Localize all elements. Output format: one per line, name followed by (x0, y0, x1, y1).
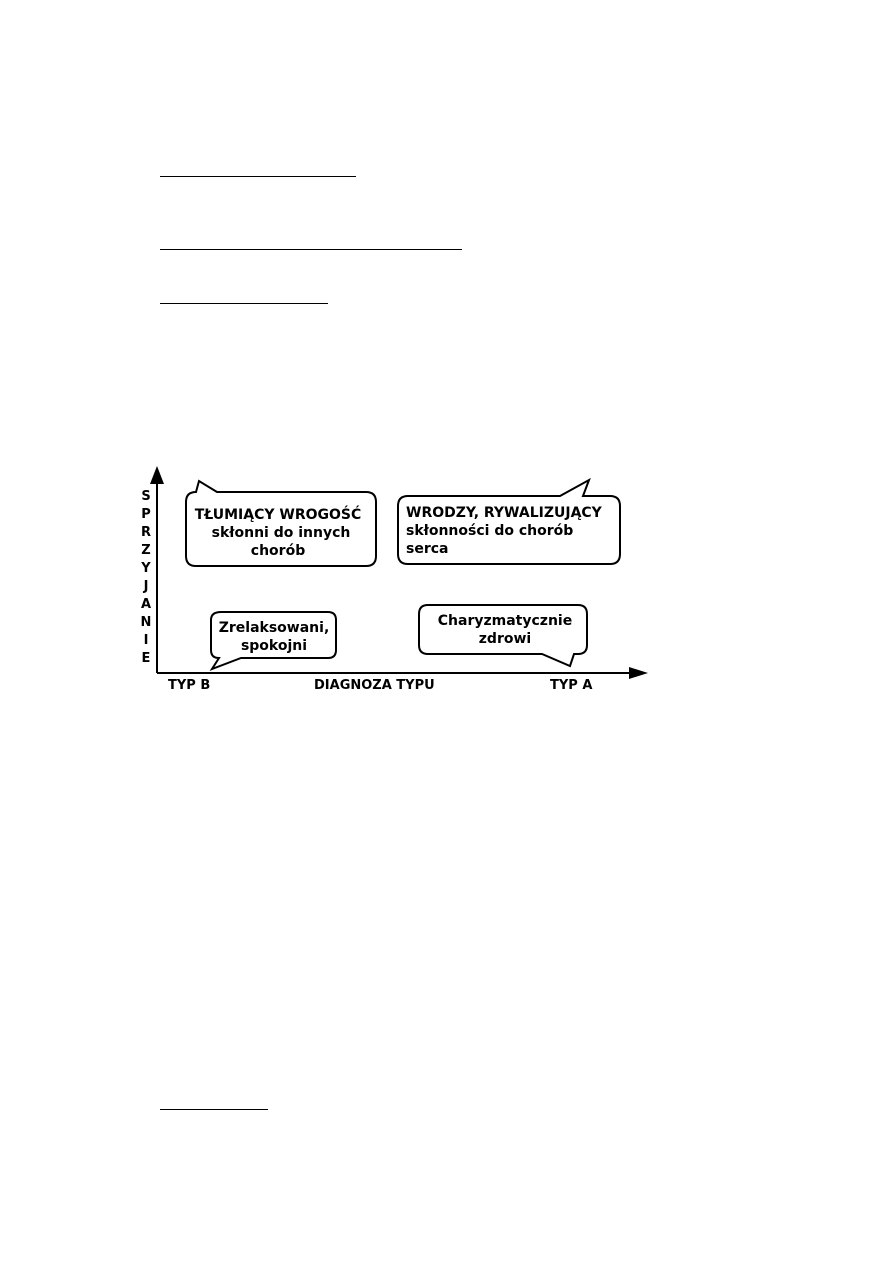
y-letter: I (143, 633, 149, 648)
bubble-text-line: TŁUMIĄCY WROGOŚĆ (194, 507, 362, 523)
bubble-text-line: chorób (250, 543, 306, 559)
y-letter: A (140, 597, 152, 612)
y-letter: P (141, 507, 151, 522)
bubble-text-line: WRODZY, RYWALIZUJĄCY (406, 505, 602, 521)
bubble-top-right (398, 480, 620, 564)
bubble-bottom-left (211, 612, 336, 669)
bubble-text-line: serca (406, 541, 449, 557)
y-letter: Y (141, 561, 151, 576)
bubble-top-left (186, 481, 376, 566)
y-axis-label (140, 489, 151, 666)
y-letter: R (140, 525, 152, 540)
bubble-text-line: skłonności do chorób (406, 523, 574, 539)
bubble-text-line: Charyzmatycznie (437, 613, 573, 629)
x-label-typ-b: TYP B (168, 678, 211, 693)
bubble-text-line: Zrelaksowani, (218, 620, 330, 636)
x-label-typ-a: TYP A (550, 678, 593, 693)
bubble-text-line: skłonni do innych (211, 525, 351, 541)
y-letter: Z (141, 543, 151, 558)
bubble-bottom-right (419, 605, 587, 666)
y-axis-arrow-icon (150, 466, 164, 484)
bubble-text-line: zdrowi (478, 631, 532, 647)
y-letter: N (140, 615, 152, 630)
x-axis-arrow-icon (629, 667, 648, 679)
y-letter: E (141, 651, 151, 666)
y-letter: J (143, 579, 149, 594)
bubble-text-line: spokojni (240, 638, 308, 654)
x-label-diagnoza-typu: DIAGNOZA TYPU (314, 678, 435, 693)
y-letter: S (141, 489, 151, 504)
